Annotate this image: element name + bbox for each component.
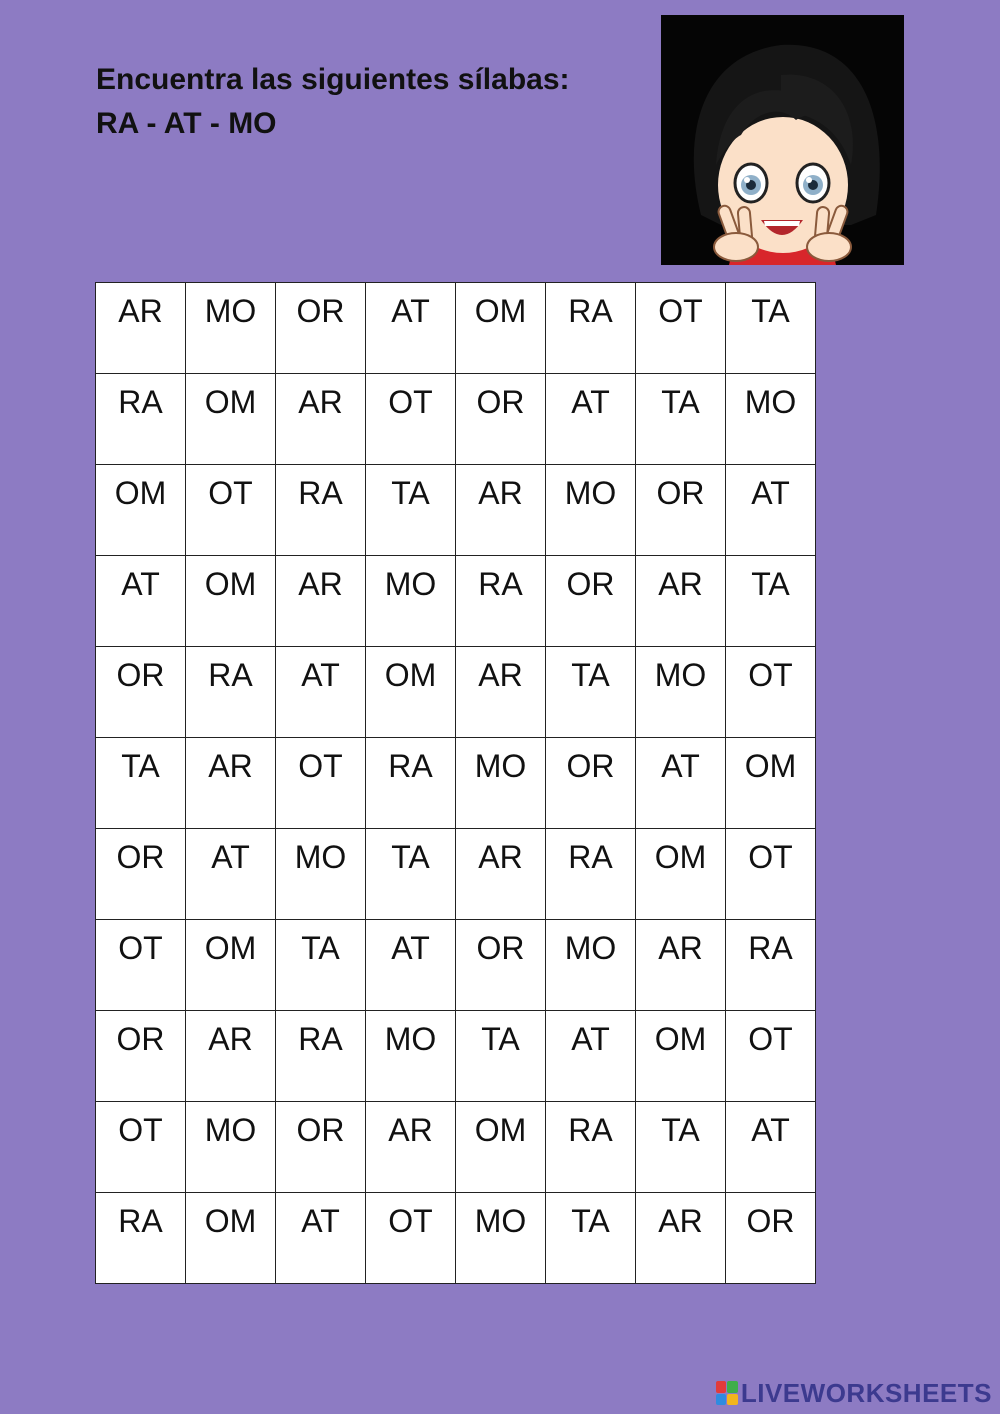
syllable-text: OM	[654, 1021, 707, 1057]
syllable-cell[interactable]	[186, 374, 276, 465]
syllable-text: AT	[121, 566, 160, 602]
syllable-cell[interactable]	[96, 920, 186, 1011]
syllable-cell[interactable]	[96, 465, 186, 556]
syllable-text: RA	[208, 657, 253, 693]
syllable-cell[interactable]	[726, 738, 816, 829]
liveworksheets-logo	[716, 1378, 992, 1408]
syllable-grid	[95, 282, 816, 1284]
syllable-cell[interactable]	[546, 556, 636, 647]
syllable-text: AR	[298, 384, 343, 420]
syllable-text: AR	[478, 475, 523, 511]
syllable-cell[interactable]	[456, 647, 546, 738]
syllable-text: OT	[118, 930, 163, 966]
grid-row	[96, 556, 816, 647]
syllable-cell[interactable]	[186, 1193, 276, 1284]
syllable-cell[interactable]	[366, 465, 456, 556]
syllable-text: AR	[208, 1021, 253, 1057]
syllable-text: AT	[301, 657, 340, 693]
syllable-cell[interactable]	[186, 829, 276, 920]
syllable-cell[interactable]	[456, 465, 546, 556]
syllable-text: AT	[571, 1021, 610, 1057]
grid-row	[96, 1102, 816, 1193]
syllable-text: MO	[744, 384, 797, 420]
syllable-cell[interactable]	[96, 647, 186, 738]
target-syllables: RA - AT - MO	[96, 107, 277, 140]
syllable-text: OR	[476, 384, 525, 420]
syllable-text: OR	[116, 657, 165, 693]
grid-row	[96, 920, 816, 1011]
syllable-text: TA	[301, 930, 340, 966]
syllable-cell[interactable]	[276, 1011, 366, 1102]
syllable-cell[interactable]	[546, 1011, 636, 1102]
cartoon-girl-image	[661, 15, 904, 265]
instruction-text: Encuentra las siguientes sílabas:	[96, 63, 570, 96]
syllable-cell[interactable]	[276, 920, 366, 1011]
syllable-cell[interactable]	[276, 1102, 366, 1193]
syllable-text: OR	[296, 1112, 345, 1148]
syllable-cell[interactable]	[456, 1011, 546, 1102]
syllable-cell[interactable]	[636, 283, 726, 374]
syllable-text: MO	[474, 1203, 527, 1239]
syllable-text: AT	[211, 839, 250, 875]
syllable-text: OT	[658, 293, 703, 329]
syllable-text: MO	[204, 293, 257, 329]
syllable-text: OT	[748, 839, 793, 875]
syllable-text: OR	[296, 293, 345, 329]
syllable-text: AR	[478, 657, 523, 693]
syllable-text: TA	[571, 657, 610, 693]
syllable-cell[interactable]	[726, 556, 816, 647]
syllable-text: OT	[388, 384, 433, 420]
syllable-cell[interactable]	[186, 465, 276, 556]
syllable-text: AT	[391, 930, 430, 966]
syllable-cell[interactable]	[186, 738, 276, 829]
syllable-cell[interactable]	[276, 647, 366, 738]
grid-row	[96, 283, 816, 374]
syllable-text: MO	[564, 930, 617, 966]
syllable-text: AR	[388, 1112, 433, 1148]
syllable-cell[interactable]	[96, 556, 186, 647]
grid-row	[96, 647, 816, 738]
syllable-cell[interactable]	[366, 556, 456, 647]
syllable-cell[interactable]	[276, 738, 366, 829]
syllable-text: MO	[204, 1112, 257, 1148]
syllable-cell[interactable]	[96, 829, 186, 920]
syllable-cell[interactable]	[546, 738, 636, 829]
syllable-text: AT	[391, 293, 430, 329]
syllable-cell[interactable]	[546, 920, 636, 1011]
syllable-text: OR	[746, 1203, 795, 1239]
syllable-text: AR	[658, 930, 703, 966]
grid-row	[96, 829, 816, 920]
syllable-cell[interactable]	[366, 647, 456, 738]
syllable-text: OM	[474, 293, 527, 329]
syllable-text: AR	[478, 839, 523, 875]
syllable-cell[interactable]	[546, 1102, 636, 1193]
syllable-cell[interactable]	[636, 1011, 726, 1102]
syllable-cell[interactable]	[96, 283, 186, 374]
syllable-cell[interactable]	[366, 1193, 456, 1284]
syllable-cell[interactable]	[726, 1193, 816, 1284]
syllable-cell[interactable]	[366, 829, 456, 920]
syllable-cell[interactable]	[276, 829, 366, 920]
syllable-text: TA	[391, 839, 430, 875]
syllable-text: TA	[121, 748, 160, 784]
grid-row	[96, 1011, 816, 1102]
syllable-cell[interactable]	[456, 1102, 546, 1193]
syllable-text: AR	[658, 566, 703, 602]
syllable-text: OT	[748, 657, 793, 693]
syllable-cell[interactable]	[366, 374, 456, 465]
syllable-text: AR	[118, 293, 163, 329]
syllable-text: OT	[298, 748, 343, 784]
syllable-text: OR	[656, 475, 705, 511]
syllable-cell[interactable]	[636, 1193, 726, 1284]
syllable-cell[interactable]	[186, 1102, 276, 1193]
syllable-cell[interactable]	[636, 829, 726, 920]
syllable-text: AT	[751, 475, 790, 511]
syllable-text: OT	[388, 1203, 433, 1239]
syllable-text: RA	[748, 930, 793, 966]
syllable-cell[interactable]	[366, 1102, 456, 1193]
syllable-text: RA	[568, 1112, 613, 1148]
syllable-cell[interactable]	[546, 465, 636, 556]
syllable-cell[interactable]	[186, 1011, 276, 1102]
syllable-text: MO	[564, 475, 617, 511]
syllable-text: OT	[748, 1021, 793, 1057]
syllable-text: AT	[661, 748, 700, 784]
syllable-text: OM	[114, 475, 167, 511]
syllable-cell[interactable]	[456, 283, 546, 374]
syllable-cell[interactable]	[726, 829, 816, 920]
syllable-text: TA	[751, 566, 790, 602]
syllable-text: RA	[478, 566, 523, 602]
syllable-cell[interactable]	[546, 829, 636, 920]
syllable-text: TA	[661, 384, 700, 420]
syllable-cell[interactable]	[636, 374, 726, 465]
syllable-cell[interactable]	[276, 283, 366, 374]
syllable-text: RA	[118, 1203, 163, 1239]
syllable-text: OM	[654, 839, 707, 875]
syllable-cell[interactable]	[726, 283, 816, 374]
syllable-text: AT	[571, 384, 610, 420]
syllable-text: TA	[571, 1203, 610, 1239]
syllable-text: OR	[476, 930, 525, 966]
syllable-cell[interactable]	[636, 920, 726, 1011]
syllable-cell[interactable]	[636, 1102, 726, 1193]
syllable-cell[interactable]	[636, 647, 726, 738]
syllable-text: TA	[481, 1021, 520, 1057]
syllable-text: TA	[661, 1112, 700, 1148]
syllable-text: OT	[208, 475, 253, 511]
syllable-cell[interactable]	[456, 829, 546, 920]
syllable-text: OM	[204, 1203, 257, 1239]
grid-row	[96, 465, 816, 556]
syllable-text: MO	[474, 748, 527, 784]
syllable-cell[interactable]	[546, 283, 636, 374]
syllable-cell[interactable]	[456, 374, 546, 465]
syllable-text: MO	[294, 839, 347, 875]
syllable-text: MO	[384, 566, 437, 602]
syllable-text: RA	[298, 1021, 343, 1057]
syllable-cell[interactable]	[636, 556, 726, 647]
syllable-text: AT	[301, 1203, 340, 1239]
syllable-cell[interactable]	[726, 647, 816, 738]
syllable-cell[interactable]	[366, 920, 456, 1011]
syllable-cell[interactable]	[366, 1011, 456, 1102]
syllable-cell[interactable]	[276, 1193, 366, 1284]
syllable-cell[interactable]	[186, 920, 276, 1011]
syllable-text: RA	[298, 475, 343, 511]
liveworksheets-mark-icon	[716, 1381, 738, 1405]
syllable-cell[interactable]	[186, 556, 276, 647]
syllable-text: AR	[658, 1203, 703, 1239]
syllable-cell[interactable]	[636, 738, 726, 829]
syllable-cell[interactable]	[546, 647, 636, 738]
syllable-text: AT	[751, 1112, 790, 1148]
syllable-text: AR	[208, 748, 253, 784]
syllable-cell[interactable]	[276, 465, 366, 556]
grid-row	[96, 738, 816, 829]
syllable-text: OT	[118, 1112, 163, 1148]
syllable-cell[interactable]	[366, 283, 456, 374]
brand-name: LIVEWORKSHEETS	[740, 1377, 992, 1408]
worksheet-heading	[96, 58, 570, 146]
syllable-text: OR	[566, 748, 615, 784]
syllable-cell[interactable]	[96, 374, 186, 465]
syllable-cell[interactable]	[726, 465, 816, 556]
grid-row	[96, 374, 816, 465]
syllable-text: AR	[298, 566, 343, 602]
syllable-cell[interactable]	[96, 1193, 186, 1284]
syllable-cell[interactable]	[456, 738, 546, 829]
syllable-cell[interactable]	[726, 1102, 816, 1193]
syllable-text: RA	[388, 748, 433, 784]
syllable-text: OM	[744, 748, 797, 784]
syllable-text: RA	[568, 839, 613, 875]
grid-row	[96, 1193, 816, 1284]
syllable-cell[interactable]	[726, 374, 816, 465]
syllable-cell[interactable]	[96, 738, 186, 829]
syllable-cell[interactable]	[96, 1011, 186, 1102]
syllable-text: TA	[391, 475, 430, 511]
syllable-text: OM	[474, 1112, 527, 1148]
syllable-text: OR	[116, 1021, 165, 1057]
syllable-text: TA	[751, 293, 790, 329]
syllable-cell[interactable]	[456, 1193, 546, 1284]
syllable-text: OR	[116, 839, 165, 875]
syllable-cell[interactable]	[276, 374, 366, 465]
syllable-cell[interactable]	[276, 556, 366, 647]
syllable-cell[interactable]	[366, 738, 456, 829]
syllable-text: RA	[118, 384, 163, 420]
syllable-cell[interactable]	[96, 1102, 186, 1193]
syllable-cell[interactable]	[186, 647, 276, 738]
syllable-cell[interactable]	[726, 1011, 816, 1102]
syllable-cell[interactable]	[456, 920, 546, 1011]
syllable-cell[interactable]	[546, 1193, 636, 1284]
syllable-text: OM	[204, 930, 257, 966]
syllable-cell[interactable]	[546, 374, 636, 465]
syllable-text: MO	[654, 657, 707, 693]
syllable-text: OM	[384, 657, 437, 693]
syllable-cell[interactable]	[636, 465, 726, 556]
syllable-text: MO	[384, 1021, 437, 1057]
syllable-text: OM	[204, 566, 257, 602]
syllable-cell[interactable]	[726, 920, 816, 1011]
syllable-cell[interactable]	[456, 556, 546, 647]
syllable-cell[interactable]	[186, 283, 276, 374]
syllable-text: RA	[568, 293, 613, 329]
syllable-text: OM	[204, 384, 257, 420]
syllable-text: OR	[566, 566, 615, 602]
